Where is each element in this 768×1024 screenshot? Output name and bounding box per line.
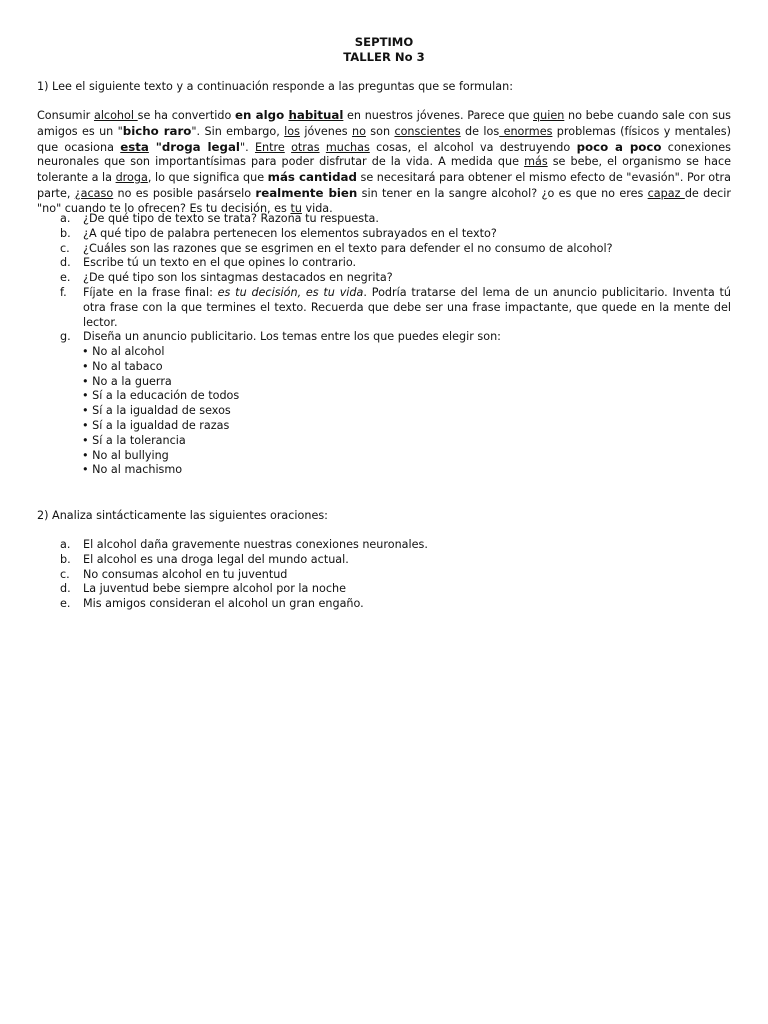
bullet-item: • Sí a la igualdad de razas xyxy=(82,418,230,432)
list-item: d. Escribe tú un texto en el que opines lo contrario. xyxy=(60,256,357,270)
list-item: e. ¿De qué tipo son los sintagmas destacados en negrita? xyxy=(60,271,393,285)
bullet-item: • No al alcohol xyxy=(82,345,165,358)
list-item: a. ¿De qué tipo de texto se trata? Razona tu respuesta. xyxy=(60,212,379,225)
bullet-item: • Sí a la igualdad de sexos xyxy=(82,404,231,418)
document-subtitle: TALLER No 3 xyxy=(343,50,425,64)
list-item: b. El alcohol es una droga legal del mundo actual. xyxy=(60,552,349,566)
topic-bullet-list xyxy=(82,345,239,478)
bullet-item: • No al machismo xyxy=(82,463,183,477)
question-1-list xyxy=(60,212,731,345)
list-item: e. Mis amigos consideran el alcohol un gran engaño. xyxy=(60,597,364,611)
bullet-item: • Sí a la tolerancia xyxy=(82,433,186,447)
question-2-list xyxy=(60,538,731,612)
list-item: a. El alcohol daña gravemente nuestras conexiones neuronales. xyxy=(60,538,428,551)
list-item: f. Fíjate en la frase final: es tu decisión, es tu vida. Podría tratarse del lema de un anuncio publicitario. Inventa tú otra frase con la que termines el texto. Recuerda que debe ser una frase impactante, que quede en la mente del lector. xyxy=(60,285,731,329)
question-1-intro: 1) Lee el siguiente texto y a continuación responde a las preguntas que se formulan: xyxy=(37,80,513,93)
reading-passage: Consumir alcohol se ha convertido en algo habitual en nuestros jóvenes. Parece que quien no bebe cuando sale con sus amigos es un "bicho raro". Sin embargo, los jóvenes no son conscientes de los enormes problemas (físicos y mentales) que ocasiona esta "droga legal". Entre otras muchas cosas, el alcohol va destruyendo poco a poco conexiones neuronales que son importantísimas para poder disfrutar de la vida. A medida que más se bebe, el organismo se hace tolerante a la droga, lo que significa que más cantidad se necesitará para obtener el mismo efecto de "evasión". Por otra parte, ¿acaso no es posible pasárselo realmente bien sin tener en la sangre alcohol? ¿o es que no eres capaz de decir "no" cuando te lo ofrecen? Es tu decisión, es tu vida. xyxy=(37,108,731,215)
list-item: b. ¿A qué tipo de palabra pertenecen los elementos subrayados en el texto? xyxy=(60,226,497,240)
bullet-item: • No a la guerra xyxy=(82,374,172,388)
document-title: SEPTIMO xyxy=(354,35,414,49)
list-item: c. ¿Cuáles son las razones que se esgrimen en el texto para defender el no consumo de alcohol? xyxy=(60,241,613,255)
list-item: g. Diseña un anuncio publicitario. Los temas entre los que puedes elegir son: xyxy=(60,330,501,344)
question-2-intro: 2) Analiza sintácticamente las siguientes oraciones: xyxy=(37,509,328,522)
list-item: c. No consumas alcohol en tu juventud xyxy=(60,567,288,581)
bullet-item: • Sí a la educación de todos xyxy=(82,389,240,403)
bullet-item: • No al tabaco xyxy=(82,359,163,373)
list-item: d. La juventud bebe siempre alcohol por la noche xyxy=(60,582,346,596)
bullet-item: • No al bullying xyxy=(82,448,169,462)
